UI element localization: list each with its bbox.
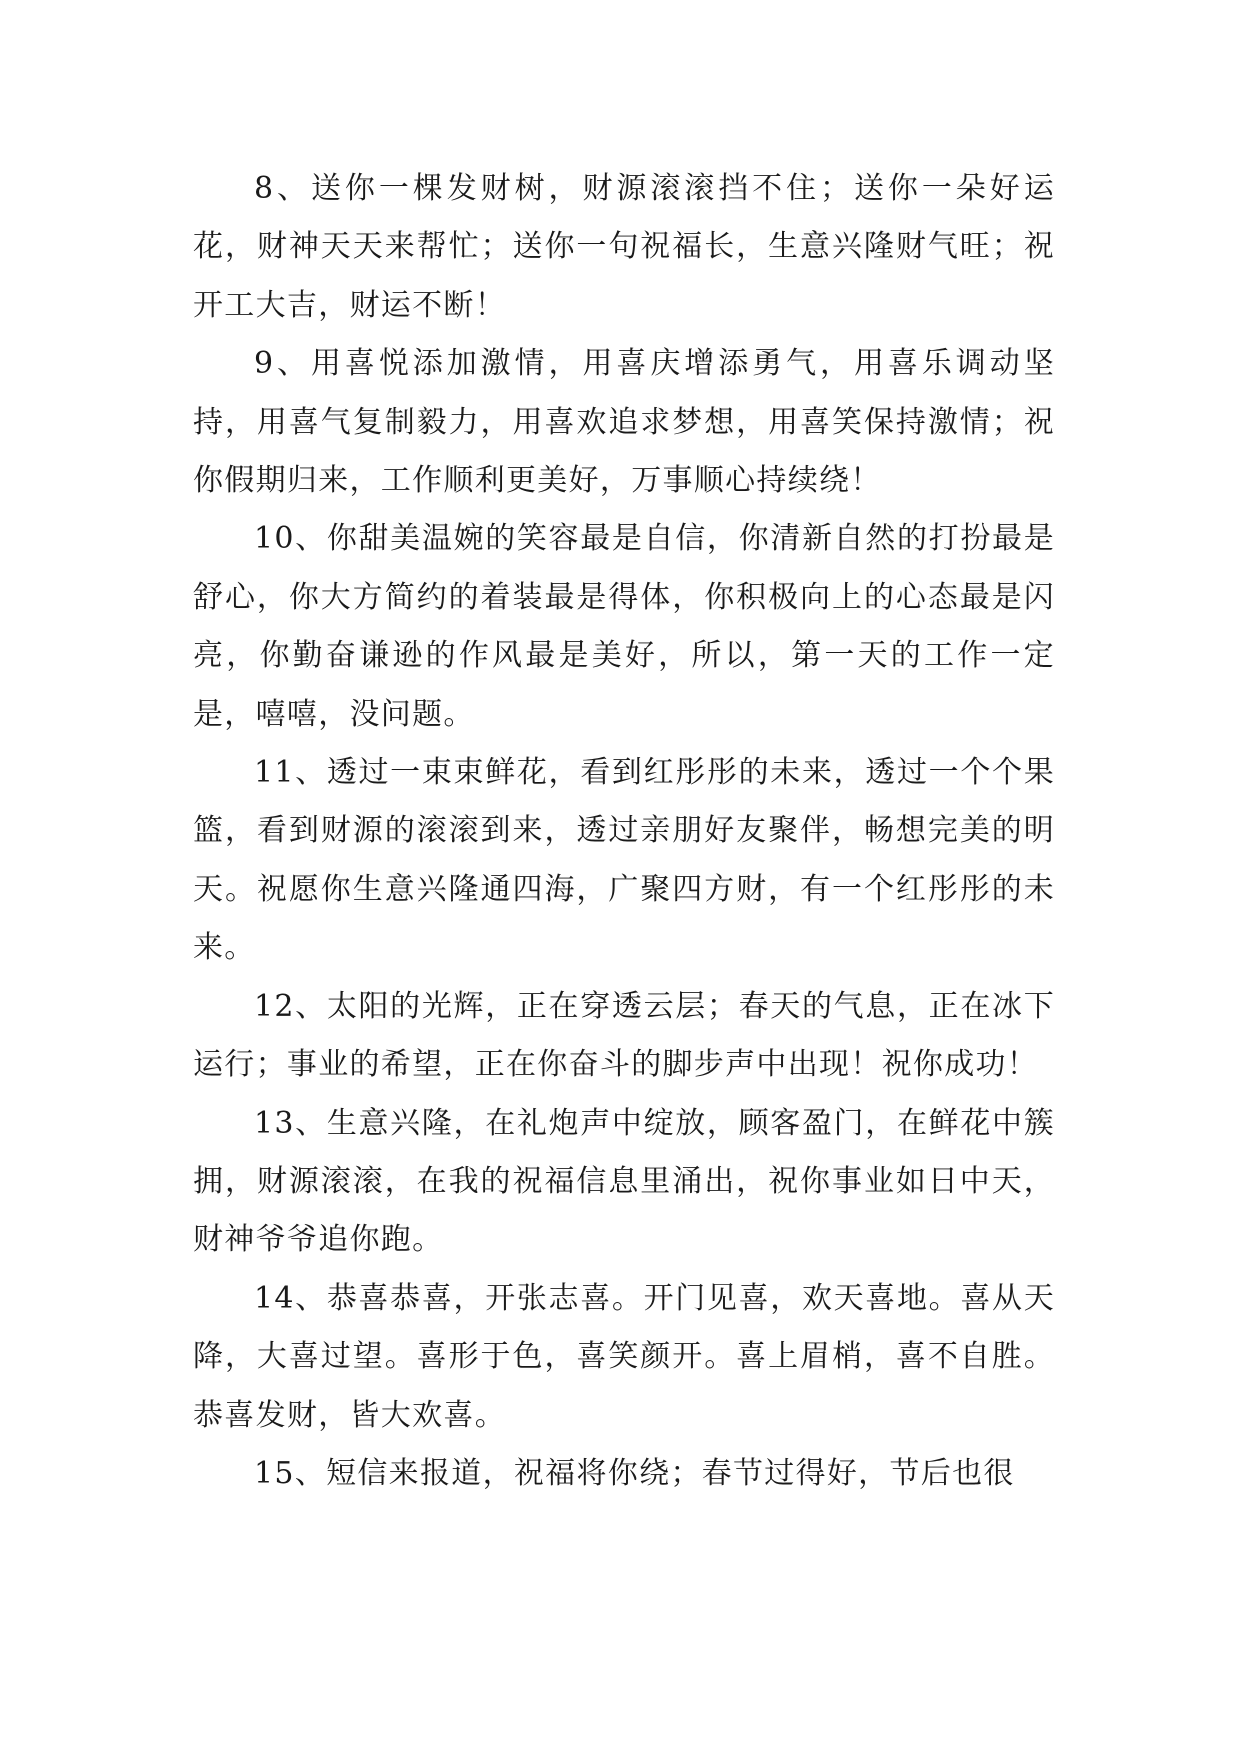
paragraph-11: 11、透过一束束鲜花，看到红彤彤的未来，透过一个个果篮，看到财源的滚滚到来，透过亲朋好友聚伴，畅想完美的明天。祝愿你生意兴隆通四海，广聚四方财，有一个红彤彤的未来。: [193, 755, 1055, 966]
paragraph-12: 12、太阳的光辉，正在穿透云层；春天的气息，正在冰下运行；事业的希望，正在你奋斗的脚步声中出现！祝你成功！: [193, 988, 1055, 1083]
document-body: [193, 160, 1055, 1503]
paragraph-13: 13、生意兴隆，在礼炮声中绽放，顾客盈门，在鲜花中簇拥，财源滚滚，在我的祝福信息里涌出，祝你事业如日中天，财神爷爷追你跑。: [193, 1105, 1055, 1258]
paragraph-15: 15、短信来报道，祝福将你绕；春节过得好，节后也很: [254, 1455, 1015, 1491]
paragraph-10: 10、你甜美温婉的笑容最是自信，你清新自然的打扮最是舒心，你大方简约的着装最是得体，你积极向上的心态最是闪亮，你勤奋谦逊的作风最是美好，所以，第一天的工作一定是，嘻嘻，没问题。: [193, 521, 1055, 732]
paragraph-8: 8、送你一棵发财树，财源滚滚挡不住；送你一朵好运花，财神天天来帮忙；送你一句祝福长，生意兴隆财气旺；祝开工大吉，财运不断！: [193, 171, 1055, 323]
paragraph-9: 9、用喜悦添加激情，用喜庆增添勇气，用喜乐调动坚持，用喜气复制毅力，用喜欢追求梦想，用喜笑保持激情；祝你假期归来，工作顺利更美好，万事顺心持续绕！: [193, 346, 1055, 499]
paragraph-14: 14、恭喜恭喜，开张志喜。开门见喜，欢天喜地。喜从天降，大喜过望。喜形于色，喜笑颜开。喜上眉梢，喜不自胜。恭喜发财，皆大欢喜。: [193, 1280, 1055, 1433]
